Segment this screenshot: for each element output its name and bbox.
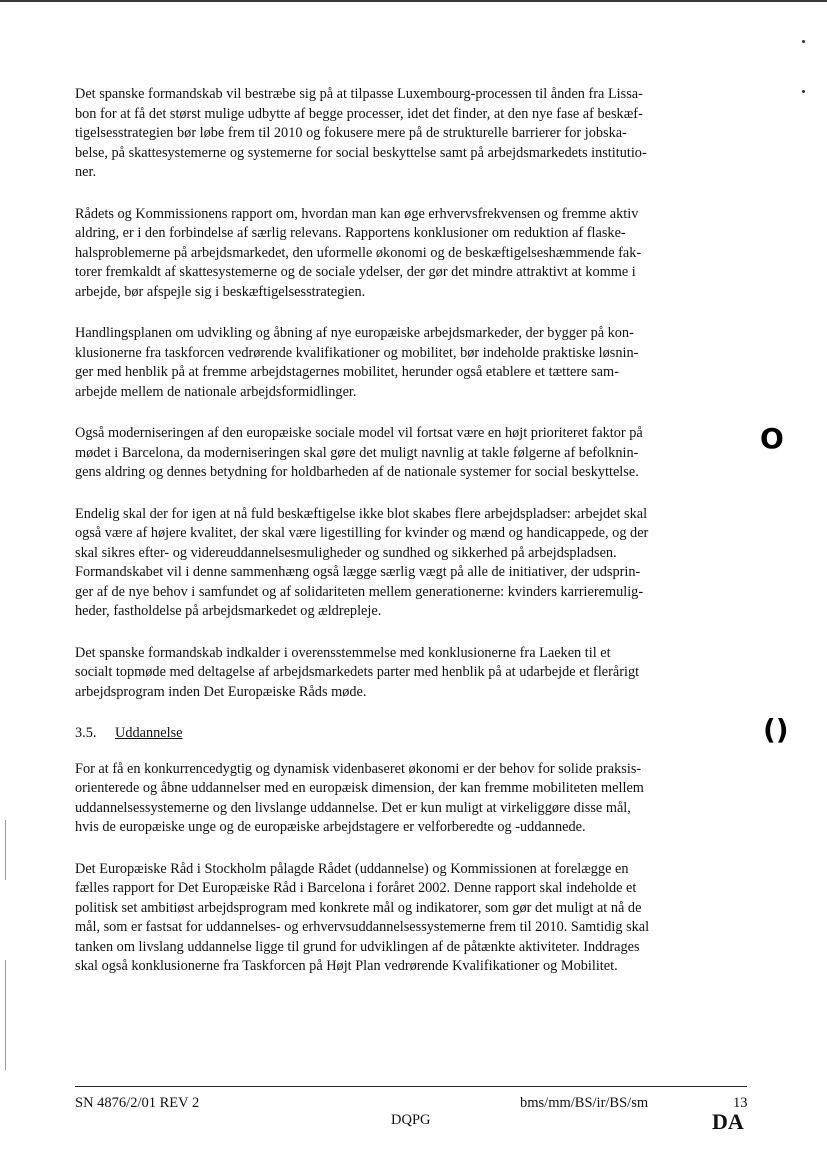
- paragraph: Det spanske formandskab indkalder i overensstemmelse med konklusionerne fra Laeken til et socialt topmøde med deltagelse af arbejdsmarkedets parter med henblik på at udarbejde et flerårigt arbejdsprogram inden Det Europæiske Råds møde.: [75, 644, 640, 700]
- paragraph: Endelig skal der for igen at nå fuld beskæftigelse ikke blot skabes flere arbejdspladser: arbejdet skal også være af højere kvalitet, der skal være ligestilling for kvinder og mænd og handicappede, og der skal sikres efter- og videreuddannelsesmuligheder og sundhed og sikkerhed på arbejdspladsen. Formandskabet vil i denne sammenhæng også lægge særlig vægt på alle de initiativer, der udsprin- ger af de nye behov i samfundet og af solidariteten mellem generationerne: kvinders karrieremulig- heder, fastholdelse på arbejdsmarkedet og ældrepleje.: [75, 505, 649, 619]
- paragraph: Handlingsplanen om udvikling og åbning af nye europæiske arbejdsmarkeder, der bygger på kon- klusionerne fra taskforcen vedrørende kvalifikationer og mobilitet, bør indeholde praktiske løsnin- ger med henblik på at fremme arbejdstagernes mobilitet, herunder også etablere et tættere sam- arbejde mellem de nationale arbejdsformidlinger.: [75, 325, 639, 400]
- punch-hole-mark-2: (): [763, 713, 789, 746]
- scan-edge-line: [5, 820, 6, 880]
- footer-doc-ref: SN 4876/2/01 REV 2: [75, 1095, 200, 1111]
- footer-rule: [75, 1086, 747, 1087]
- footer-page-number: 13: [733, 1095, 748, 1111]
- scan-speck: [802, 40, 805, 43]
- paragraph: For at få en konkurrencedygtig og dynamisk videnbaseret økonomi er der behov for solide praksis- orienterede og åbne uddannelser med en europæisk dimension, der kan fremme mobiliteten mellem uddannelsessystemerne og den livslange uddannelse. Det er kun muligt at virkeliggøre disse mål, hvis de europæiske unge og de europæiske arbejdstagere er velforberedte og -uddannede.: [75, 760, 644, 835]
- document-body: [75, 85, 743, 999]
- scan-edge-line: [5, 960, 6, 1070]
- section-number: 3.5.: [75, 725, 97, 741]
- paragraph: Det Europæiske Råd i Stockholm pålagde Rådet (uddannelse) og Kommissionen at forelægge en fælles rapport for Det Europæiske Råd i Barcelona i foråret 2002. Denne rapport skal indeholde et politisk set ambitiøst arbejdsprogram med konkrete mål og indikatorer, som gør det muligt at nå de mål, som er fastsat for uddannelses- og erhvervsuddannelsessystemerne frem til 2010. Samtidig skal tanken om livslang uddannelse ligge til grund for udviklingen af de påtænkte aktiviteter. Inddrages skal også konklusionerne fra Taskforcen på Højt Plan vedrørende Kvalifikationer og Mobilitet.: [75, 860, 650, 974]
- punch-hole-mark-1: O: [760, 422, 784, 455]
- paragraph: Det spanske formandskab vil bestræbe sig på at tilpasse Luxembourg-processen til ånden fra Lissa- bon for at få det størst mulige udbytte af begge processer, idet det finder, at den nye fase af beskæf- tigelsesstrategien bør løbe frem til 2010 og fokusere mere på de strukturelle barrierer for jobska- belse, på skattesystemerne og systemerne for social beskyttelse samt på arbejdsmarkedets institutio- ner.: [75, 86, 647, 180]
- section-heading: [75, 724, 743, 744]
- footer-language: DA: [712, 1109, 744, 1134]
- section-title: Uddannelse: [115, 725, 183, 741]
- footer-author-code: bms/mm/BS/ir/BS/sm: [520, 1095, 649, 1111]
- paragraph: Rådets og Kommissionens rapport om, hvordan man kan øge erhvervsfrekvensen og fremme aktiv aldring, er i den forbindelse af særlig relevans. Rapportens konklusioner om reduktion af flaske- halsproblemerne på arbejdsmarkedet, den uformelle økonomi og de beskæftigelseshæmmende fak- torer fremkaldt af skattesystemerne og de sociale ydelser, der gør det mindre attraktivt at komme i arbejde, bør afspejle sig i beskæftigelsesstrategien.: [75, 205, 642, 300]
- paragraph: Også moderniseringen af den europæiske sociale model vil fortsat være en højt prioriteret faktor på mødet i Barcelona, da moderniseringen skal gøre det muligt navnlig at takle følgerne af befolknin- gens aldring og dennes betydning for holdbarheden af de nationale systemer for social beskyttelse.: [75, 425, 643, 480]
- scan-speck: [802, 90, 805, 93]
- scan-top-border: [0, 0, 827, 2]
- footer-unit: DQPG: [391, 1112, 431, 1128]
